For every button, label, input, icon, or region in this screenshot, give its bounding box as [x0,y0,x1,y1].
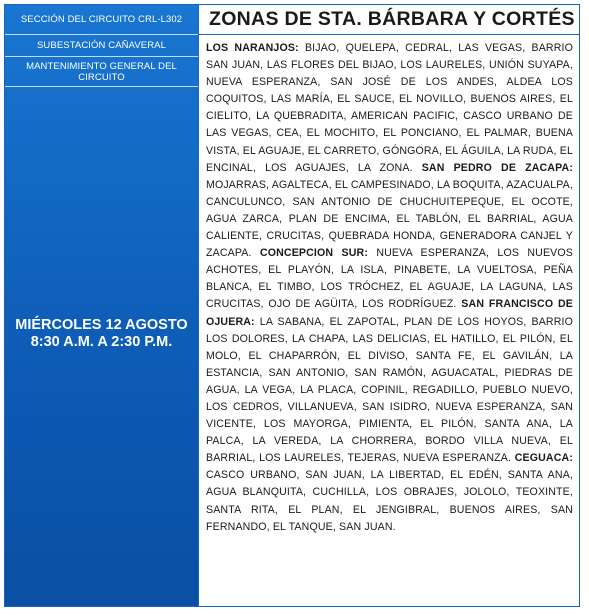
zone-places: CASCO URBANO, SAN JUAN, LA LIBERTAD, EL EDÉN, SANTA ANA, AGUA BLANQUITA, CUCHILLA, LOS OBRAJES, JOLOLO, TEOXINTE, SANTA RITA, EL PLAN, EL JENGIBRAL, BUENOS AIRES, SAN FERNANDO, EL TANQUE, SAN JUAN. [206,469,573,533]
maintenance-type: MANTENIMIENTO GENERAL DEL CIRCUITO [5,57,198,87]
zone-name: CONCEPCION SUR: [259,247,369,260]
zones-panel [198,5,579,606]
zones-title: ZONAS DE STA. BÁRBARA Y CORTÉS [199,5,579,35]
zone-places: LA SABANA, EL ZAPOTAL, PLAN DE LOS HOYOS, BARRIO LOS DOLORES, LA CHAPA, LAS DELICIAS, EL HATILLO, EL PILÓN, EL MOLO, EL CHAPARRÓN, EL DIVISO, SANTA FE, EL GAVILÁN, LA ESTANCIA, SAN ANTONIO, SAN RAMÓN, AGUACATAL, PIEDRAS DE AGUA, LA VEGA, LA PLACA, COPINIL, REGADILLO, PUEBLO NUEVO, LOS CEDROS, VILLANUEVA, SAN ISIDRO, NUEVA ESPERANZA, SAN VICENTE, LOS MAYORGA, PIMIENTA, EL PILÓN, SANTA ANA, LA PALCA, LA VEREDA, LA CHORRERA, BORDO VILLA NUEVA, EL BARRIAL, LOS LAURELES, TEJERAS, NUEVA ESPERANZA. [206,315,573,465]
schedule-time: 8:30 A.M. A 2:30 P.M. [30,333,173,350]
zone-places: NUEVA ESPERANZA, LOS NUEVOS ACHOTES, EL PLAYÓN, LA ISLA, PINABETE, LA VUELTOSA, PEÑA BLANCA, EL TIMBO, LOS TRÓCHEZ, EL AGUAJE, LA LAGUNA, LAS CRUCITAS, OJO DE AGÜITA, LOS RODRÍGUEZ. [206,247,574,311]
zones-list [199,35,579,536]
zone-name: SAN FRANCISCO DE OJUERA: [206,298,574,328]
zone-places: BIJAO, QUELEPA, CEDRAL, LAS VEGAS, BARRIO SAN JUAN, LAS FLORES DEL BIJAO, LOS LAURELES, UNIÓN SUYAPA, NUEVA ESPERANZA, SAN JOSÉ DE LOS ANDES, ALDEA LOS COQUITOS, LAS MARÍA, EL SAUCE, EL NOVILLO, BUENOS AIRES, EL CIELITO, LA QUEBRADITA, AMERICAN PACIFIC, CASCO URBANO DE LAS VEGAS, CEA, EL MOCHITO, EL PONCIANO, EL PALMAR, BUENA VISTA, EL AGUAJE, EL CARRETO, GÓNGORA, EL ÁGUILA, LA RUDA, EL ENCINAL, LOS AGUAJES, LA ZONA. [206,42,574,174]
zone-name: SAN PEDRO DE ZACAPA: [421,161,574,174]
schedule-date: MIÉRCOLES 12 AGOSTO [15,316,188,333]
zone-name: CEGUACA: [514,452,574,465]
zone-places: MOJARRAS, AGALTECA, EL CAMPESINADO, LA BOQUITA, AZACUALPA, CANCULUNCO, SAN ANTONIO DE CHUCHUITEPEQUE, EL OCOTE, AGUA ZARCA, PLAN DE ENCIMA, EL TABLÓN, EL BARRIAL, AGUA CALIENTE, CRUCITAS, QUEBRADA HONDA, GENERADORA CANJEL Y ZACAPA. [206,178,573,260]
outage-notice-card [4,4,580,607]
schedule-block [5,87,198,606]
substation-name: SUBESTACIÓN CAÑAVERAL [5,35,198,57]
circuit-section: SECCIÓN DEL CIRCUITO CRL-L302 [5,5,198,35]
zone-name: LOS NARANJOS: [206,42,299,54]
circuit-info-panel [5,5,198,606]
